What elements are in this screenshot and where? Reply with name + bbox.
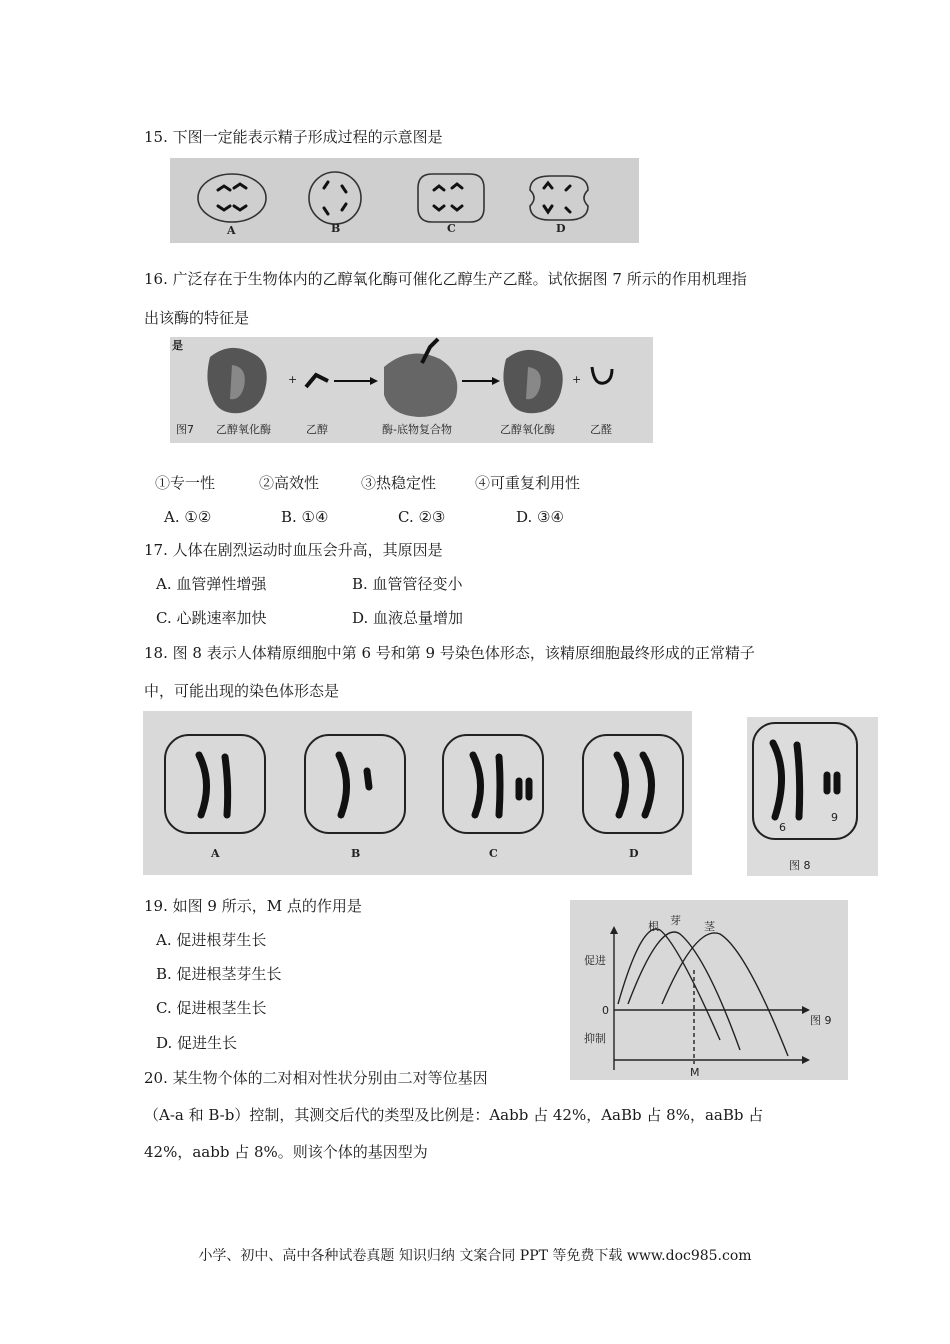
- q16-statement-1: ①专一性: [155, 474, 216, 492]
- q16-stem-line1: 16. 广泛存在于生物体内的乙醇氧化酶可催化乙醇生产乙醛。试依据图 7 所示的作用机理指: [144, 270, 747, 288]
- q16-enzyme-label: 乙醇氧化酶: [216, 423, 271, 436]
- q19-option-b: B. 促进根茎芽生长: [156, 965, 282, 983]
- q19-option-d: D. 促进生长: [156, 1034, 238, 1052]
- q16-option-d: D. ③④: [516, 508, 564, 526]
- q15-label-b: B: [331, 222, 341, 235]
- q16-plus-2: +: [572, 373, 582, 386]
- q15-stem: 15. 下图一定能表示精子形成过程的示意图是: [144, 128, 443, 146]
- q20-line1: 20. 某生物个体的二对相对性状分别由二对等位基因: [144, 1069, 488, 1087]
- q18-label-b: B: [351, 847, 361, 860]
- q16-stem-line2: 出该酶的特征是: [144, 309, 250, 327]
- q15-label-a: A: [227, 224, 236, 237]
- q19-option-a: A. 促进根芽生长: [156, 931, 267, 949]
- q19-caption: 图 9: [810, 1014, 832, 1027]
- q16-statement-4: ④可重复利用性: [475, 474, 581, 492]
- q19-option-c: C. 促进根茎生长: [156, 999, 267, 1017]
- q20-line2: （A-a 和 B-b）控制，其测交后代的类型及比例是：Aabb 占 42%，AaBb 占 8%，aaBb 占: [144, 1106, 764, 1124]
- q18-stem-line1: 18. 图 8 表示人体精原细胞中第 6 号和第 9 号染色体形态，该精原细胞最终形成的正常精子: [144, 644, 755, 662]
- q16-statement-3: ③热稳定性: [361, 474, 437, 492]
- q19-curve-label-stem: 茎: [704, 920, 715, 933]
- page-footer: 小学、初中、高中各种试卷真题 知识归纳 文案合同 PPT 等免费下载 www.doc985.com: [198, 1248, 752, 1264]
- q20-line3: 42%，aabb 占 8%。则该个体的基因型为: [144, 1143, 428, 1161]
- q16-figure: [170, 337, 653, 443]
- q16-enzyme-after-label: 乙醇氧化酶: [500, 423, 555, 436]
- q18-label-d: D: [629, 847, 639, 860]
- q16-complex-label: 酶-底物复合物: [382, 423, 452, 436]
- q16-product-label: 乙醛: [590, 423, 612, 436]
- q16-substrate-label: 乙醇: [306, 423, 328, 436]
- q18-stem-line2: 中，可能出现的染色体形态是: [144, 682, 340, 700]
- q17-option-a: A. 血管弹性增强: [156, 575, 267, 593]
- q16-plus-1: +: [288, 373, 298, 386]
- q18-fig8-label-6: 6: [779, 821, 786, 834]
- q15-label-c: C: [447, 222, 456, 235]
- q17-stem: 17. 人体在剧烈运动时血压会升高，其原因是: [144, 541, 443, 559]
- q19-y-inhibit: 抑制: [584, 1032, 606, 1045]
- q19-curve-label-root: 根: [648, 920, 659, 933]
- q15-figure: [170, 158, 639, 243]
- q17-option-c: C. 心跳速率加快: [156, 609, 267, 627]
- q17-option-b: B. 血管管径变小: [352, 575, 463, 593]
- q16-fig-no: 图7: [176, 423, 194, 436]
- q18-fig8-caption: 图 8: [789, 859, 811, 872]
- q19-x-point-m: M: [690, 1066, 700, 1079]
- q19-stem: 19. 如图 9 所示，M 点的作用是: [144, 897, 362, 915]
- q19-curve-label-bud: 芽: [670, 914, 681, 927]
- q16-option-c: C. ②③: [398, 508, 446, 526]
- q18-fig8: [747, 717, 878, 876]
- q17-option-d: D. 血液总量增加: [352, 609, 464, 627]
- q16-option-b: B. ①④: [281, 508, 329, 526]
- q18-label-c: C: [489, 847, 498, 860]
- q15-label-d: D: [556, 222, 566, 235]
- q16-option-a: A. ①②: [164, 508, 212, 526]
- q18-fig8-label-9: 9: [831, 811, 838, 824]
- q19-y-promote: 促进: [584, 954, 606, 967]
- q16-corner-mark: 是: [172, 339, 183, 352]
- q18-label-a: A: [211, 847, 220, 860]
- q18-figure: [143, 711, 692, 875]
- q19-figure: [570, 900, 848, 1080]
- q19-y-zero: 0: [602, 1004, 609, 1017]
- q16-statement-2: ②高效性: [259, 474, 320, 492]
